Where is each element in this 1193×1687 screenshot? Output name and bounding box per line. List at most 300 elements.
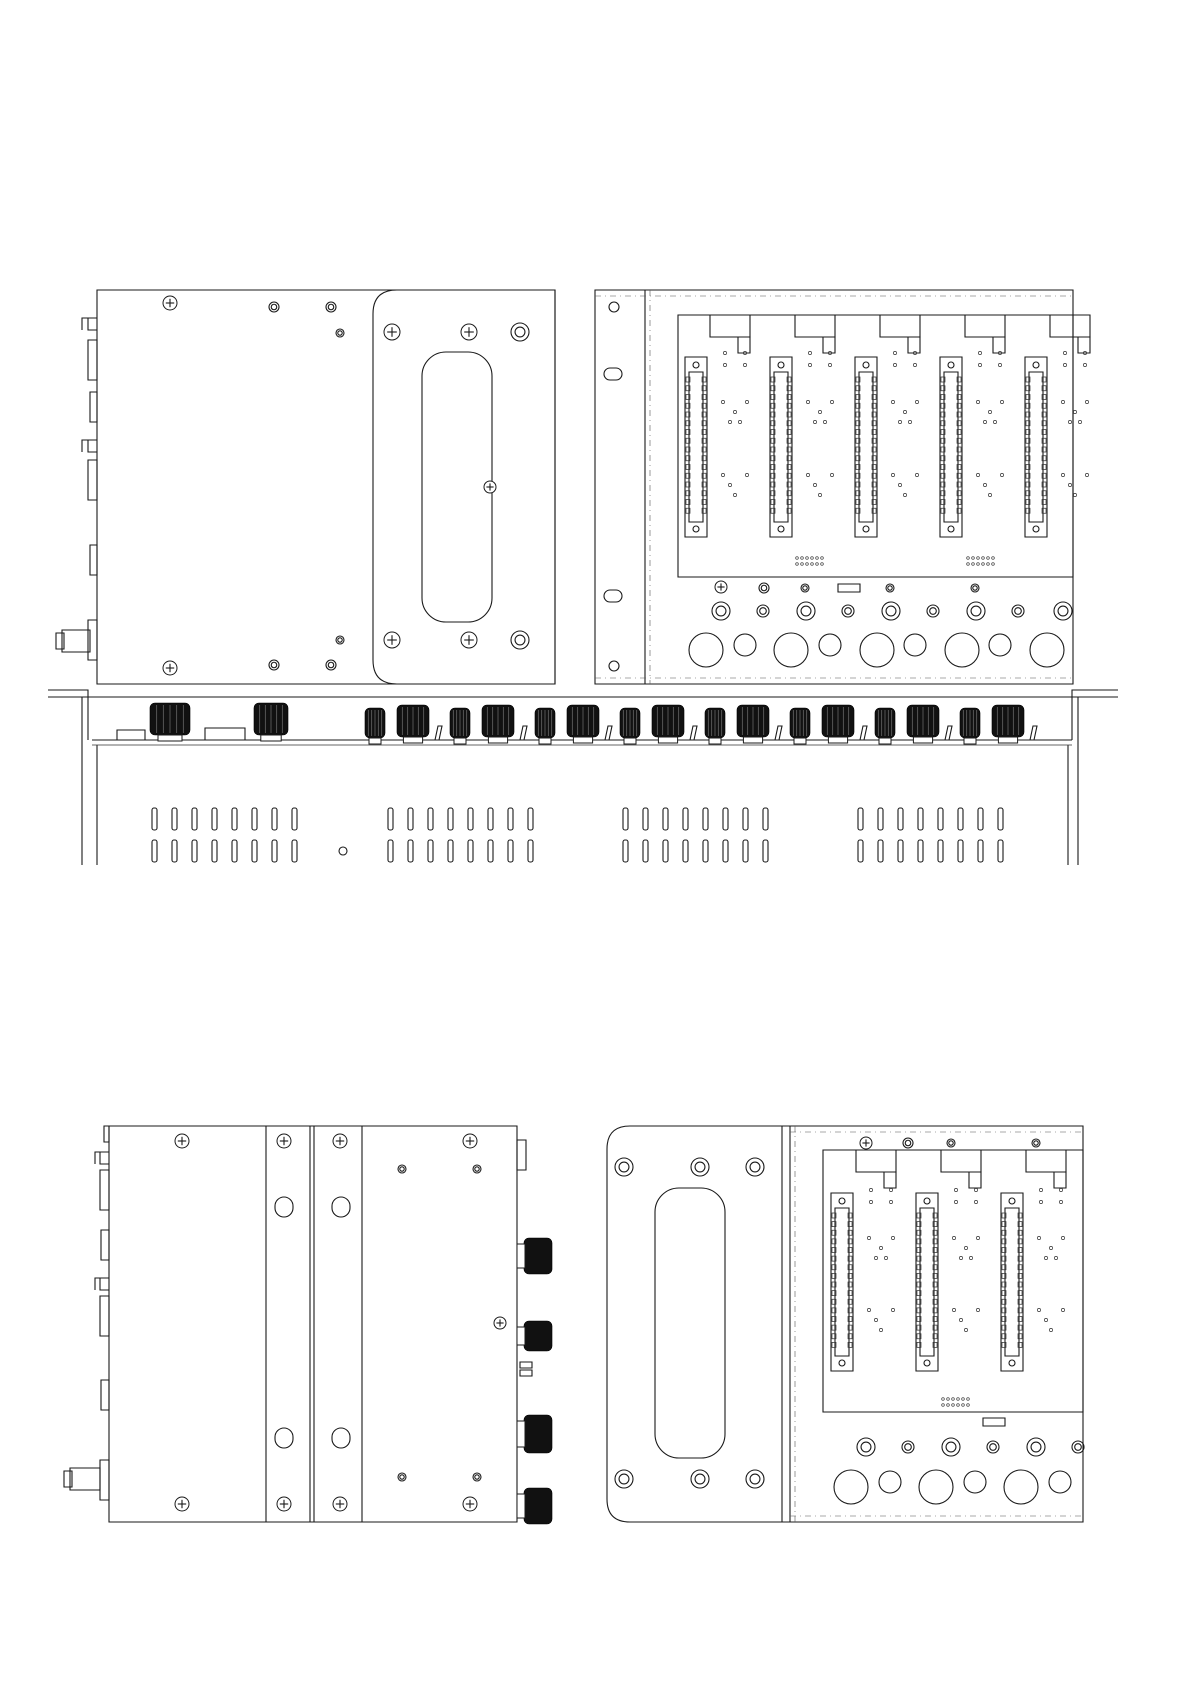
mount-hole-icon (615, 1158, 633, 1176)
vent-slot (958, 840, 963, 862)
pcb-hole (1063, 351, 1066, 354)
pcb-hole (738, 420, 741, 423)
mount-hole-icon (326, 302, 336, 312)
knob-icon (960, 708, 980, 744)
mount-hole-icon (615, 1470, 633, 1488)
vent-slot (428, 840, 433, 862)
mount-hole-icon (947, 1139, 955, 1147)
vent-slot (663, 808, 668, 830)
header-pin (821, 563, 824, 566)
mount-hole-icon (903, 1138, 913, 1148)
mount-hole-icon (269, 302, 279, 312)
pcb-hole (1085, 400, 1088, 403)
pcb-hole (808, 351, 811, 354)
vent-slot (232, 840, 237, 862)
screw-icon (277, 1497, 291, 1511)
header-pin (992, 557, 995, 560)
header-pin (967, 1398, 970, 1401)
vent-slot (703, 808, 708, 830)
side-knob-icon (517, 1238, 552, 1274)
knob-icon (150, 703, 190, 741)
mount-hole-icon (1054, 602, 1072, 620)
bnc-hole (834, 1470, 868, 1504)
bnc-hole (1030, 633, 1064, 667)
vent-slot (683, 840, 688, 862)
edge-connector (916, 1193, 938, 1371)
vent-slot (998, 840, 1003, 862)
round-hole (989, 634, 1011, 656)
header-pin (801, 563, 804, 566)
header-pin (957, 1404, 960, 1407)
header-pin (972, 557, 975, 560)
screw-icon (860, 1137, 872, 1149)
mount-hole-icon (473, 1473, 481, 1481)
top-view-right (595, 290, 1090, 684)
pcb-hole (998, 363, 1001, 366)
pcb-hole (1039, 1188, 1042, 1191)
vent-slot (252, 808, 257, 830)
vent-slot (878, 840, 883, 862)
round-hole (879, 1471, 901, 1493)
vent-slot (958, 808, 963, 830)
vent-slot (468, 840, 473, 862)
bnc-hole (860, 633, 894, 667)
mount-hole-icon (801, 584, 809, 592)
pcb-hole (974, 1188, 977, 1191)
jack-icon (856, 1150, 896, 1188)
pcb-hole (879, 1328, 882, 1331)
vent-slot (272, 840, 277, 862)
screw-icon (461, 632, 477, 648)
header-pin (821, 557, 824, 560)
vent-slot (172, 840, 177, 862)
pcb-hole (913, 363, 916, 366)
pcb-hole (891, 400, 894, 403)
header-pin (816, 557, 819, 560)
knob-icon (254, 703, 288, 741)
pcb-hole (723, 363, 726, 366)
knob-icon (567, 705, 599, 743)
mount-hole-icon (691, 1158, 709, 1176)
screw-icon (163, 661, 177, 675)
pcb-hole (974, 1200, 977, 1203)
pcb-hole (1037, 1236, 1040, 1239)
mount-hole-icon (398, 1473, 406, 1481)
knob-icon (397, 705, 429, 743)
header-pin (942, 1398, 945, 1401)
vent-slot (212, 808, 217, 830)
pcb-hole (993, 420, 996, 423)
pcb-hole (915, 400, 918, 403)
header-pin (967, 1404, 970, 1407)
vent-slot (898, 840, 903, 862)
pcb-hole (745, 473, 748, 476)
pcb-hole (903, 410, 906, 413)
pcb-hole (891, 1236, 894, 1239)
pcb-hole (1068, 483, 1071, 486)
pcb-hole (976, 400, 979, 403)
pcb-hole (813, 420, 816, 423)
header-pin (982, 557, 985, 560)
side-knob-icon (517, 1321, 552, 1351)
pcb-hole (1054, 1256, 1057, 1259)
vent-slot (252, 840, 257, 862)
knob-icon (365, 708, 385, 744)
vent-slot (623, 808, 628, 830)
pcb-hole (874, 1256, 877, 1259)
vent-slot (488, 808, 493, 830)
pcb-hole (891, 473, 894, 476)
pcb-hole (813, 483, 816, 486)
knob-icon (482, 705, 514, 743)
pcb-hole (976, 1308, 979, 1311)
pcb-edge (117, 730, 145, 740)
pcb-hole (806, 473, 809, 476)
pcb-hole (1085, 473, 1088, 476)
screw-icon (384, 632, 400, 648)
front-view-middle (48, 690, 1118, 865)
mount-hole-icon (842, 605, 854, 617)
mount-hole-icon (398, 1165, 406, 1173)
pcb-hole (743, 363, 746, 366)
pcb-hole (1061, 1236, 1064, 1239)
pcb-hole (891, 1308, 894, 1311)
vent-slots (152, 808, 1003, 862)
edge-connector (855, 357, 877, 537)
vent-slot (408, 808, 413, 830)
vent-slot (763, 808, 768, 830)
jack-icon (710, 315, 750, 353)
left-connector-flanges (56, 318, 97, 660)
mount-hole-icon (882, 602, 900, 620)
card-slots (685, 315, 1090, 537)
pcb-hole (1044, 1256, 1047, 1259)
front-knobs (117, 703, 1037, 744)
knob-icon (822, 705, 854, 743)
fuse-icon (838, 584, 860, 592)
left-connector-flanges-4 (64, 1126, 109, 1500)
connector-row (689, 557, 1072, 667)
knob-icon (992, 705, 1024, 743)
vent-slot (918, 808, 923, 830)
vent-slot (763, 840, 768, 862)
pcb-hole (983, 483, 986, 486)
mount-hole-icon (269, 660, 279, 670)
toggle-switch-icon (520, 1362, 532, 1376)
pcb-hole (978, 363, 981, 366)
pcb-hole (1044, 1318, 1047, 1321)
header-pin (947, 1398, 950, 1401)
vent-slot (683, 808, 688, 830)
header-pin (942, 1404, 945, 1407)
mount-hole-icon (691, 1470, 709, 1488)
pcb-hole (869, 1188, 872, 1191)
connector-row-5 (834, 1137, 1084, 1504)
pcb-hole (964, 1328, 967, 1331)
pcb-hole (1000, 400, 1003, 403)
vent-slot (448, 808, 453, 830)
header-pin (796, 557, 799, 560)
pcb-hole (728, 483, 731, 486)
pcb-hole (808, 363, 811, 366)
edge-connector (940, 357, 962, 537)
vent-slot (878, 808, 883, 830)
knob-icon (535, 708, 555, 744)
screw-group-5 (615, 1158, 764, 1488)
pcb-hole (988, 493, 991, 496)
pcb-hole (728, 420, 731, 423)
mount-hole-icon (336, 329, 344, 337)
mount-hole-icon (1027, 1438, 1045, 1456)
knob-icon (875, 708, 895, 744)
pcb-hole (952, 1308, 955, 1311)
mount-hole-icon (326, 660, 336, 670)
mount-hole-icon (511, 323, 529, 341)
pcb-hole (1068, 420, 1071, 423)
header-pin (952, 1404, 955, 1407)
bnc-hole (774, 633, 808, 667)
knob-icon (620, 708, 640, 744)
screw-icon (384, 324, 400, 340)
vent-slot (858, 808, 863, 830)
pcb-hole (806, 400, 809, 403)
mount-hole-icon (902, 1441, 914, 1453)
header-pin (967, 563, 970, 566)
pcb-hole (959, 1256, 962, 1259)
round-hole (819, 634, 841, 656)
pcb-hole (954, 1200, 957, 1203)
mount-hole-icon (797, 602, 815, 620)
screw-icon (484, 481, 496, 493)
vent-slot (723, 808, 728, 830)
header-pin (982, 563, 985, 566)
mount-hole-icon (511, 631, 529, 649)
bnc-hole (945, 633, 979, 667)
pcb-hole (884, 1256, 887, 1259)
knob-icon (450, 708, 470, 744)
pcb-hole (1039, 1200, 1042, 1203)
mount-hole-icon (1032, 1139, 1040, 1147)
round-hole (904, 634, 926, 656)
header-pin (967, 557, 970, 560)
vent-slot (272, 808, 277, 830)
pcb-hole (1073, 410, 1076, 413)
pcb-hole (1059, 1188, 1062, 1191)
mount-hole-icon (473, 1165, 481, 1173)
vent-slot (898, 808, 903, 830)
vent-slot (232, 808, 237, 830)
knob-icon (705, 708, 725, 744)
pcb-hole (976, 473, 979, 476)
mount-hole-icon (1072, 1441, 1084, 1453)
vent-slot (998, 808, 1003, 830)
vent-slot (428, 808, 433, 830)
pcb-hole (1061, 400, 1064, 403)
header-pin (952, 1398, 955, 1401)
pcb-hole (898, 483, 901, 486)
vent-slot (488, 840, 493, 862)
vent-slot (468, 808, 473, 830)
pcb-hole (889, 1188, 892, 1191)
mount-hole-icon (927, 605, 939, 617)
knob-icon (790, 708, 810, 744)
toggle-switch-icon (1030, 726, 1037, 740)
header-pin (977, 563, 980, 566)
pcb-hole (959, 1318, 962, 1321)
pcb-hole (869, 1200, 872, 1203)
pcb-hole (969, 1256, 972, 1259)
pcb-hole (830, 473, 833, 476)
pcb-hole (964, 1246, 967, 1249)
pcb-hole (1049, 1328, 1052, 1331)
mount-hole-icon (757, 605, 769, 617)
toggle-switch-icon (690, 726, 697, 740)
pcb-hole (978, 351, 981, 354)
edge-connector (1001, 1193, 1023, 1371)
bnc-hole (919, 1470, 953, 1504)
header-pin (801, 557, 804, 560)
edge-connector (831, 1193, 853, 1371)
pcb-hole (1000, 473, 1003, 476)
vent-slot (743, 808, 748, 830)
round-hole (1049, 1471, 1071, 1493)
header-pin (992, 563, 995, 566)
header-pin (947, 1404, 950, 1407)
vent-slot (212, 840, 217, 862)
pcb-hole (723, 351, 726, 354)
pcb-hole (1059, 1200, 1062, 1203)
mount-hole-icon (746, 1158, 764, 1176)
vent-slot (192, 808, 197, 830)
vent-slot (723, 840, 728, 862)
vent-slot (643, 808, 648, 830)
vent-slot (152, 840, 157, 862)
screw-icon (463, 1134, 477, 1148)
edge-connector (770, 357, 792, 537)
mount-hole-icon (1012, 605, 1024, 617)
pcb-hole (903, 493, 906, 496)
vent-slot (292, 840, 297, 862)
pcb-hole (1037, 1308, 1040, 1311)
jack-icon (965, 315, 1005, 353)
knob-icon (907, 705, 939, 743)
card-slots-5 (831, 1150, 1066, 1371)
mount-hole-icon (886, 584, 894, 592)
pcb-hole (954, 1188, 957, 1191)
screw-icon (277, 1134, 291, 1148)
vent-slot (508, 808, 513, 830)
screw-icon (494, 1317, 506, 1329)
mount-hole-icon (987, 1441, 999, 1453)
pcb-hole (898, 420, 901, 423)
edge-connector (1025, 357, 1047, 537)
vent-slot (938, 840, 943, 862)
pcb-hole (1063, 363, 1066, 366)
pcb-hole (733, 410, 736, 413)
pcb-hole (818, 493, 821, 496)
jack-icon (795, 315, 835, 353)
vent-slot (388, 840, 393, 862)
screw-group-4 (175, 1134, 506, 1511)
vent-slot (703, 840, 708, 862)
screw-icon (163, 296, 177, 310)
rear-knobs (517, 1140, 552, 1524)
vent-slot (978, 840, 983, 862)
vent-slot (743, 840, 748, 862)
toggle-switch-icon (860, 726, 867, 740)
pcb-hole (823, 420, 826, 423)
header-pin (811, 557, 814, 560)
pcb-hole (1073, 493, 1076, 496)
pcb-hole (1061, 1308, 1064, 1311)
vent-slot (388, 808, 393, 830)
screw-icon (461, 324, 477, 340)
vent-slot (858, 840, 863, 862)
vent-slot (408, 840, 413, 862)
side-knob-icon (517, 1488, 552, 1524)
pcb-hole (988, 410, 991, 413)
pcb-hole (1078, 420, 1081, 423)
vent-slot (938, 808, 943, 830)
toggle-switch-icon (775, 726, 782, 740)
header-pin (977, 557, 980, 560)
header-pin (962, 1404, 965, 1407)
pcb-hole (818, 410, 821, 413)
pcb-hole (893, 351, 896, 354)
top-view-bottom-right (607, 1126, 1084, 1522)
toggle-switch-icon (435, 726, 442, 740)
pcb-hole (879, 1246, 882, 1249)
mount-hole-icon (967, 602, 985, 620)
vent-slot (292, 808, 297, 830)
round-hole (734, 634, 756, 656)
vent-slot (192, 840, 197, 862)
toggle-switch-icon (605, 726, 612, 740)
mount-hole-icon (971, 584, 979, 592)
screw-icon (333, 1134, 347, 1148)
pcb-hole (867, 1308, 870, 1311)
header-pin (972, 563, 975, 566)
side-view-bottom-left (64, 1126, 552, 1524)
header-pin (987, 563, 990, 566)
bnc-hole (689, 633, 723, 667)
toggle-switch-icon (945, 726, 952, 740)
vent-slot (172, 808, 177, 830)
vent-slot (528, 808, 533, 830)
mount-hole-icon (336, 636, 344, 644)
header-pin (806, 557, 809, 560)
header-pin (816, 563, 819, 566)
mount-hole-icon (759, 583, 769, 593)
pcb-hole (1083, 363, 1086, 366)
header-pin (962, 1398, 965, 1401)
vent-slot (152, 808, 157, 830)
pcb-hole (867, 1236, 870, 1239)
pcb-hole (893, 363, 896, 366)
header-pin (987, 557, 990, 560)
round-hole (964, 1471, 986, 1493)
edge-connector (685, 357, 707, 537)
rear-bracket (517, 1140, 526, 1170)
pcb-hole (828, 363, 831, 366)
mount-hole-icon (746, 1470, 764, 1488)
screw-icon (175, 1497, 189, 1511)
vent-slot (508, 840, 513, 862)
header-pin (806, 563, 809, 566)
mount-hole-icon (857, 1438, 875, 1456)
pcb-hole (952, 1236, 955, 1239)
knob-icon (652, 705, 684, 743)
